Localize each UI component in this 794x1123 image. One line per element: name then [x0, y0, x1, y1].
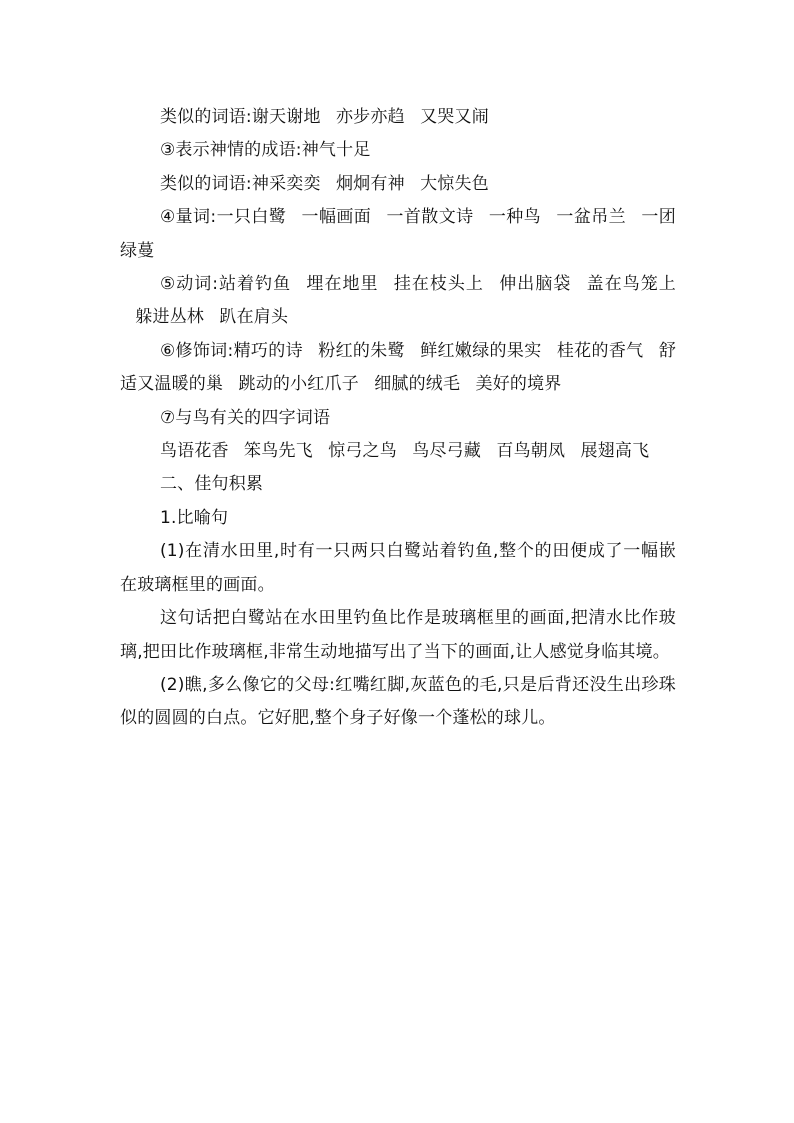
word: 笨鸟先飞 [244, 441, 313, 462]
word: 美好的境界 [475, 374, 562, 395]
word: 鸟尽弓藏 [412, 441, 482, 462]
word: 粉红的朱鹭 [318, 340, 405, 361]
word: 一只白鹭 [216, 207, 287, 228]
word: 大惊失色 [420, 173, 489, 194]
word: 鲜红嫩绿的果实 [420, 340, 542, 361]
paragraph: (1)在清水田里,时有一只两只白鹭站着钓鱼,整个的田便成了一幅嵌在玻璃框里的画面。 [120, 541, 676, 595]
word: 站着钓鱼 [218, 274, 292, 295]
word: 盖在鸟笼上 [586, 274, 676, 295]
paragraph: 这句话把白鹭站在水田里钓鱼比作是玻璃框里的画面,把清水比作玻璃,把田比作玻璃框,非常生动地描写出了当下的画面,让人感觉身临其境。 [120, 608, 676, 662]
line-label: 类似的词语: [159, 107, 252, 127]
word: 展翅高飞 [580, 441, 650, 462]
word: 鸟语花香 [159, 441, 229, 462]
word: 一种鸟 [488, 207, 542, 228]
word: 挂在枝头上 [393, 274, 484, 295]
paragraph: (2)瞧,多么像它的父母:红嘴红脚,灰蓝色的毛,只是后背还没生出珍珠似的圆圆的白点。它好肥,整个身子好像一个蓬松的球儿。 [120, 674, 676, 729]
word: 一盆吊兰 [556, 207, 627, 228]
word: 伸出脑袋 [499, 274, 572, 295]
word: 百鸟朝凤 [496, 441, 566, 462]
word: 一首散文诗 [386, 207, 474, 228]
section-title: 二、佳句积累 [159, 474, 264, 495]
line-label: ⑥修饰词: [159, 340, 234, 361]
word: 又哭又闹 [420, 107, 489, 127]
word: 跳动的小红爪子 [238, 374, 359, 395]
modifiers-line [120, 335, 676, 402]
line-label: ④量词: [159, 207, 217, 228]
word: 谢天谢地 [251, 107, 321, 127]
word: 一幅画面 [301, 207, 372, 228]
word: 神气十足 [301, 140, 371, 161]
similar-words-line-1 [120, 101, 676, 134]
expression-idiom-line [120, 134, 676, 167]
measure-words-line [120, 201, 676, 268]
word: 精巧的诗 [233, 340, 303, 361]
similar-words-line-2 [120, 168, 676, 201]
word: 神采奕奕 [251, 173, 321, 194]
bird-idioms-heading [120, 402, 676, 435]
word: 细腻的绒毛 [374, 374, 461, 395]
line-label: ⑤动词: [159, 274, 219, 295]
word: 惊弓之鸟 [328, 441, 397, 462]
line-label: ③表示神情的成语: [159, 140, 302, 161]
word: 埋在地里 [306, 274, 379, 295]
word: 炯炯有神 [335, 173, 405, 194]
bird-idioms-line [120, 435, 676, 468]
document-body [120, 101, 676, 736]
word: 亦步亦趋 [335, 107, 405, 127]
line-label: 类似的词语: [159, 173, 252, 194]
word: 趴在肩头 [219, 307, 289, 328]
word: 桂花的香气 [556, 340, 644, 361]
verbs-line [120, 268, 676, 335]
word: 一团绿蔓 [120, 207, 676, 261]
word: 躲进丛林 [135, 307, 205, 328]
word: 舒适又温暖的巢 [120, 340, 677, 395]
sub-title: 1.比喻句 [159, 507, 229, 528]
line-label: ⑦与鸟有关的四字词语 [159, 407, 331, 428]
